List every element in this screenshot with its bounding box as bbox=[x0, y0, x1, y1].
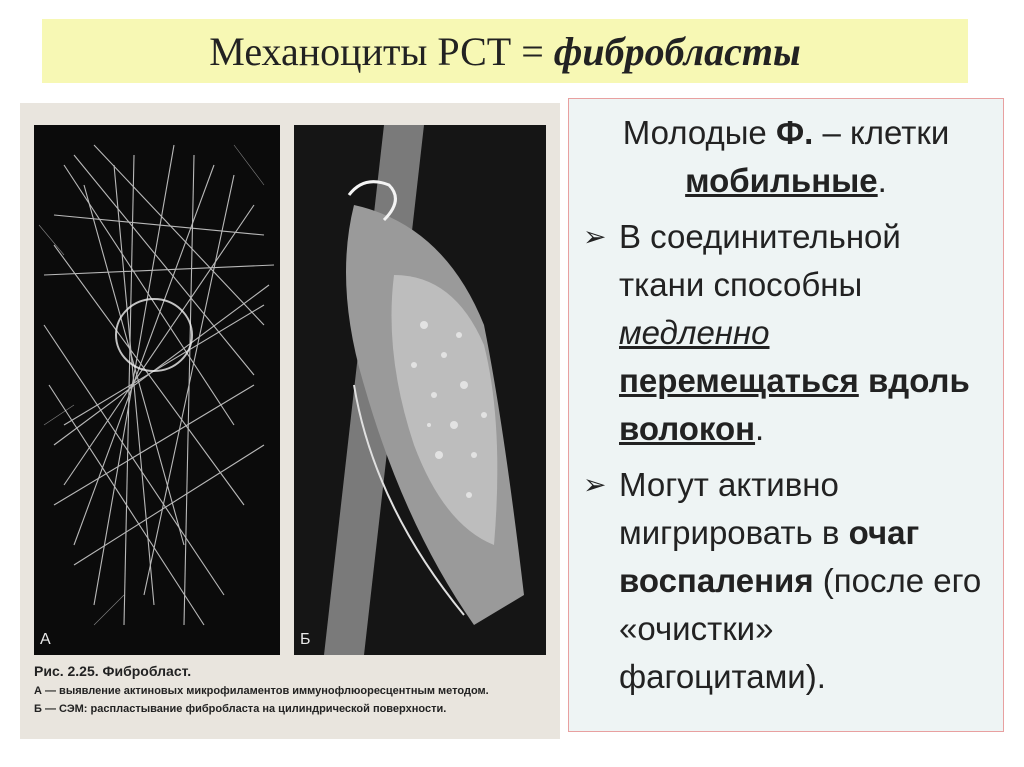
bullet-2-part1: Могут активно мигрировать в bbox=[619, 466, 849, 551]
bullet-2-inflammation: воспаления bbox=[619, 562, 814, 599]
bullet-1-move: перемещаться bbox=[619, 362, 859, 399]
bullet-1-end: . bbox=[755, 410, 765, 447]
bullet-2-text bbox=[619, 461, 989, 701]
title-bar bbox=[42, 19, 968, 83]
intro-end: . bbox=[877, 162, 887, 199]
text-box bbox=[568, 98, 1004, 732]
bullet-1 bbox=[583, 213, 989, 453]
bullet-1-slowly: медленно bbox=[619, 314, 770, 351]
panel-a-label: А bbox=[40, 631, 51, 648]
intro-text-2: – клетки bbox=[813, 114, 950, 151]
arrow-bullet-icon: ➢ bbox=[583, 469, 607, 500]
intro-mobile: мобильные bbox=[685, 162, 878, 199]
bullet-2 bbox=[583, 461, 989, 701]
bullet-2-focus: очаг bbox=[848, 514, 920, 551]
fibroblast-figure bbox=[20, 103, 560, 739]
fibroblast-actin-image bbox=[34, 125, 280, 655]
fibroblast-sem-image bbox=[294, 125, 546, 655]
bullet-1-text bbox=[619, 213, 989, 453]
bullet-1-along: вдоль bbox=[858, 362, 970, 399]
bullet-1-part1: В соединительной ткани способны bbox=[619, 218, 901, 303]
title-main: Механоциты РСТ = bbox=[209, 28, 544, 74]
intro-paragraph bbox=[583, 109, 989, 205]
intro-text-1: Молодые bbox=[622, 114, 776, 151]
bullet-1-fibers: волокон bbox=[619, 410, 756, 447]
panel-b-label: Б bbox=[300, 631, 311, 648]
panel-a-immunofluorescence bbox=[34, 125, 280, 655]
figure-caption bbox=[34, 663, 554, 715]
bullet-2-part2: (после его «очистки» фагоцитами). bbox=[619, 562, 982, 695]
panel-b-sem bbox=[294, 125, 546, 655]
caption-line-a: А — выявление актиновых микрофиламентов иммунофлюоресцентным методом. bbox=[34, 685, 489, 697]
caption-line-b: Б — СЭМ: распластывание фибробласта на цилиндрической поверхности. bbox=[34, 703, 447, 715]
caption-title: Рис. 2.25. Фибробласт. bbox=[34, 663, 192, 679]
intro-bold-f: Ф. bbox=[775, 114, 814, 151]
arrow-bullet-icon: ➢ bbox=[583, 221, 607, 252]
title-emphasis: фибробласты bbox=[553, 28, 801, 74]
